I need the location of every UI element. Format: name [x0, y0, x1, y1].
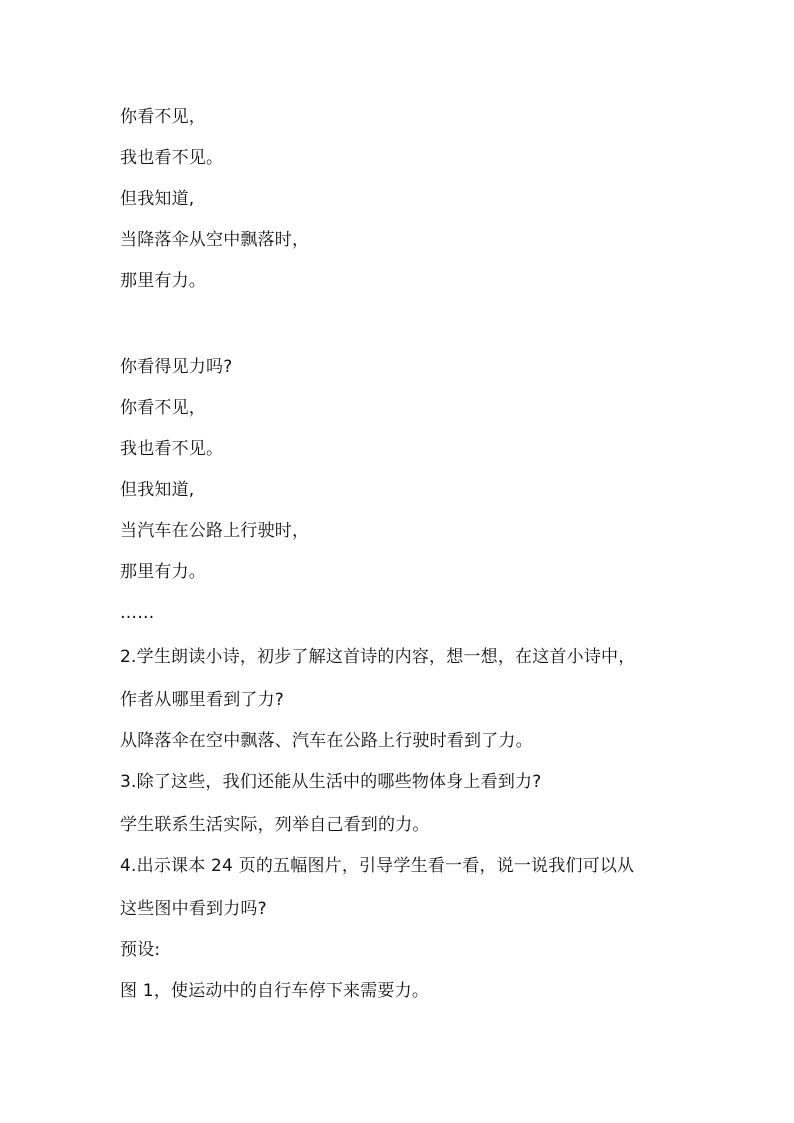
step-paragraph-continuation: 作者从哪里看到了力? [120, 690, 285, 710]
ellipsis-line: …… [120, 603, 155, 623]
preset-label: 预设: [120, 940, 161, 960]
poem-line: 但我知道, [120, 189, 195, 209]
poem-line: 那里有力。 [120, 562, 206, 582]
poem-line: 我也看不见。 [120, 148, 224, 168]
poem-line: 我也看不见。 [120, 439, 224, 459]
answer-line: 学生联系生活实际，列举自己看到的力。 [120, 815, 430, 835]
poem-line: 但我知道, [120, 480, 195, 500]
poem-line: 你看得见力吗? [120, 357, 233, 377]
poem-line: 当汽车在公路上行驶时， [120, 521, 310, 541]
poem-line: 当降落伞从空中飘落时， [120, 230, 310, 250]
step-paragraph: 4.出示课本 24 页的五幅图片，引导学生看一看，说一说我们可以从 [120, 856, 635, 876]
poem-line: 你看不见， [120, 107, 206, 127]
step-paragraph: 2.学生朗读小诗，初步了解这首诗的内容，想一想，在这首小诗中， [120, 647, 636, 667]
step-paragraph: 3.除了这些，我们还能从生活中的哪些物体身上看到力? [120, 772, 542, 792]
figure-note: 图 1，使运动中的自行车停下来需要力。 [120, 981, 430, 1001]
poem-line: 你看不见， [120, 398, 206, 418]
answer-line: 从降落伞在空中飘落、汽车在公路上行驶时看到了力。 [120, 731, 533, 751]
poem-line: 那里有力。 [120, 271, 206, 291]
step-paragraph-continuation: 这些图中看到力吗? [120, 899, 267, 919]
